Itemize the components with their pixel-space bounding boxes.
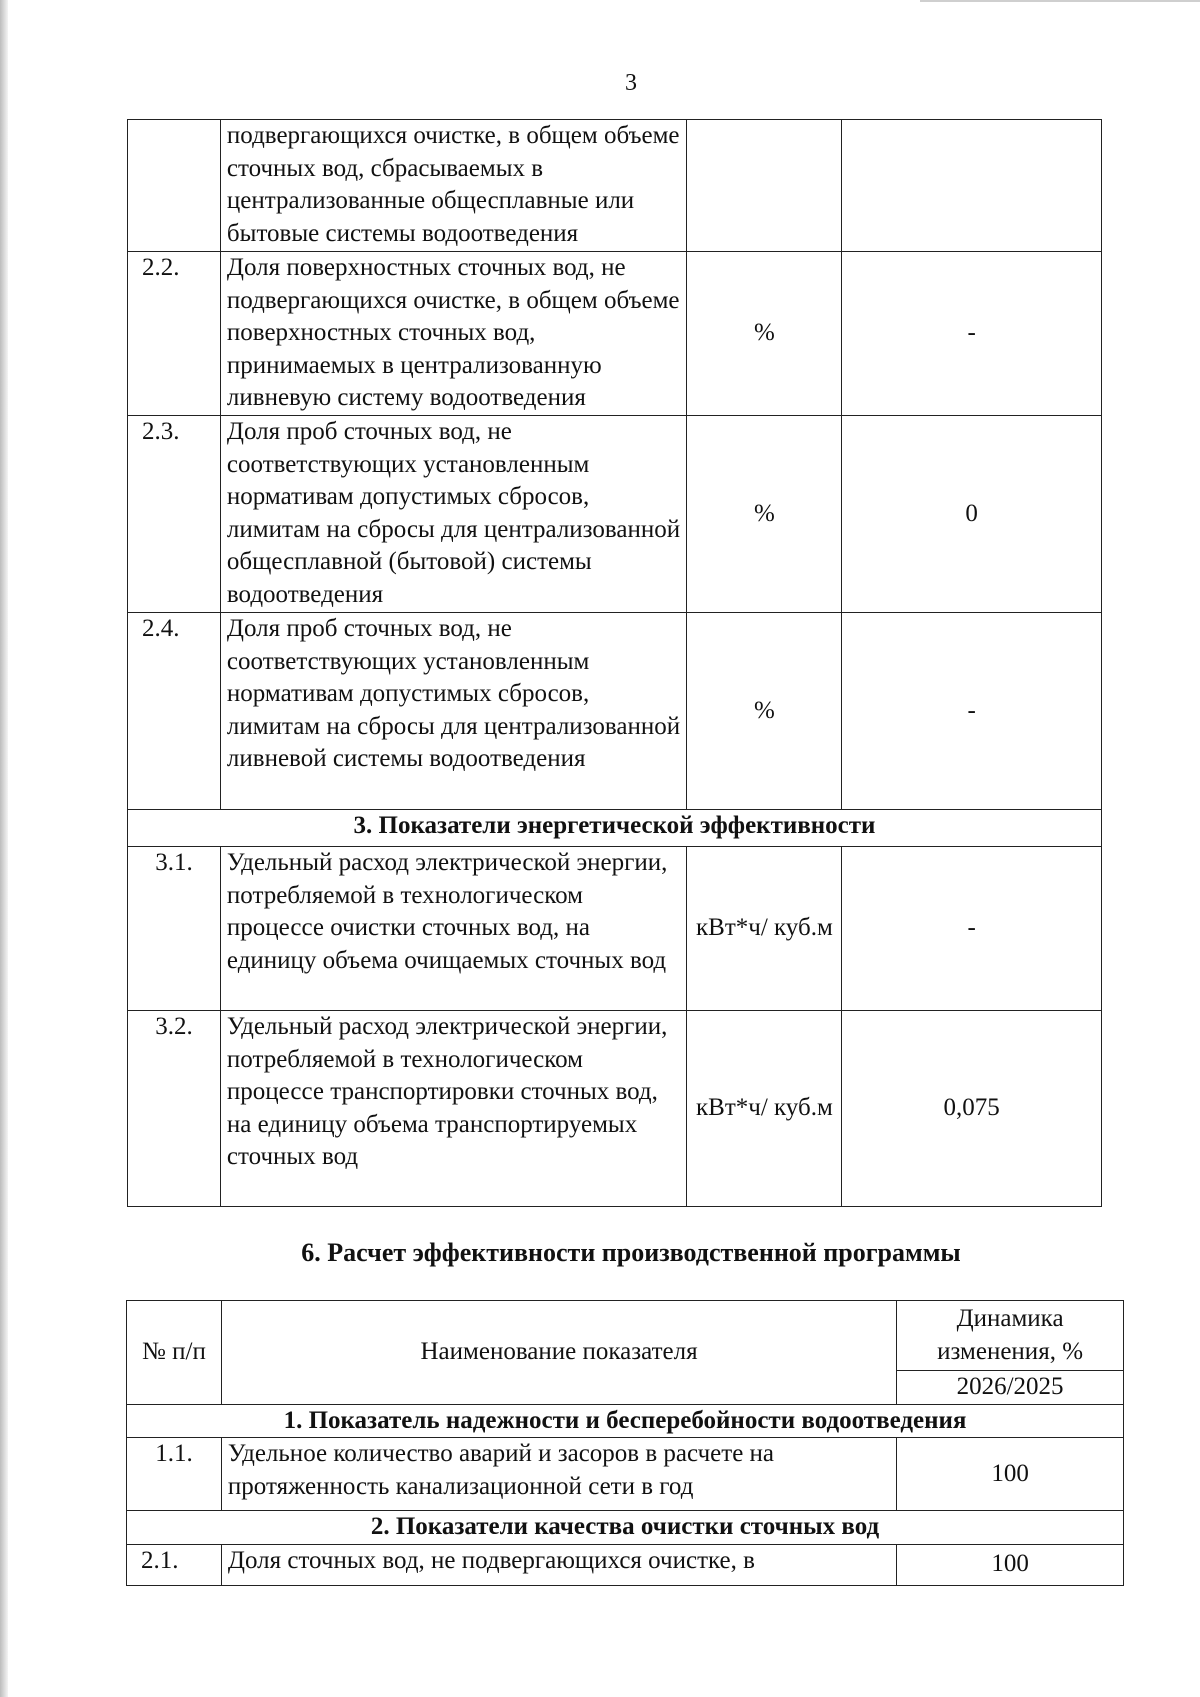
header-indicator-name: Наименование показателя — [221, 1301, 896, 1405]
header-number: № п/п — [127, 1301, 222, 1405]
indicator-name: Удельный расход электрической энергии, потребляемой в технологическом процессе очистки сточных вод, на единицу объема очищаемых сточных вод — [220, 847, 687, 1011]
value-cell — [842, 120, 1102, 252]
section-heading-energy: 3. Показатели энергетической эффективности — [128, 810, 1102, 847]
unit-cell: % — [687, 613, 842, 810]
table-row — [128, 120, 1102, 252]
unit-cell: % — [687, 252, 842, 416]
section-row — [127, 1404, 1124, 1438]
indicator-name: Удельный расход электрической энергии, потребляемой в технологическом процессе транспортировки сточных вод, на единицу объема транспортируемых сточных вод — [220, 1011, 687, 1207]
unit-cell — [687, 120, 842, 252]
scan-edge-shadow — [0, 0, 8, 1697]
indicator-name: Доля проб сточных вод, не соответствующих установленным нормативам допустимых сбросов, лимитам на сбросы для централизованной общесплавной (бытовой) системы водоотведения — [220, 416, 687, 613]
value-cell: 0,075 — [842, 1011, 1102, 1207]
table-row — [128, 847, 1102, 1011]
value-cell: 0 — [842, 416, 1102, 613]
table-row — [127, 1438, 1124, 1511]
indicator-name: Удельное количество аварий и засоров в расчете на протяженность канализационной сети в год — [221, 1438, 896, 1511]
indicators-table-continued — [127, 119, 1102, 1207]
value-cell: 100 — [897, 1544, 1124, 1585]
indicator-name: Доля поверхностных сточных вод, не подвергающихся очистке, в общем объеме поверхностных сточных вод, принимаемых в централизованную ливневую систему водоотведения — [220, 252, 687, 416]
table-row — [128, 613, 1102, 810]
section-6-title: 6. Расчет эффективности производственной программы — [301, 1238, 961, 1267]
table-row — [127, 1544, 1124, 1585]
row-number: 3.1. — [128, 847, 221, 1011]
section-row — [127, 1511, 1124, 1545]
row-number — [128, 120, 221, 252]
indicator-name: подвергающихся очистке, в общем объеме сточных вод, сбрасываемых в централизованные общесплавные или бытовые системы водоотведения — [220, 120, 687, 252]
row-number: 2.4. — [128, 613, 221, 810]
unit-cell: кВт*ч/ куб.м — [687, 1011, 842, 1207]
row-number: 3.2. — [128, 1011, 221, 1207]
value-cell: - — [842, 847, 1102, 1011]
row-number: 1.1. — [127, 1438, 222, 1511]
row-number: 2.3. — [128, 416, 221, 613]
value-cell: - — [842, 613, 1102, 810]
section-heading-quality: 2. Показатели качества очистки сточных вод — [127, 1511, 1124, 1545]
indicator-name: Доля проб сточных вод, не соответствующих установленным нормативам допустимых сбросов, лимитам на сбросы для централизованной ливневой системы водоотведения — [220, 613, 687, 810]
value-cell: 100 — [897, 1438, 1124, 1511]
header-dynamics: Динамика изменения, % — [897, 1301, 1124, 1371]
unit-cell: кВт*ч/ куб.м — [687, 847, 842, 1011]
value-cell: - — [842, 252, 1102, 416]
row-number: 2.2. — [128, 252, 221, 416]
table-row — [128, 1011, 1102, 1207]
efficiency-table — [126, 1300, 1124, 1586]
row-number: 2.1. — [127, 1544, 222, 1585]
header-row — [127, 1301, 1124, 1371]
page-number: 3 — [625, 70, 637, 96]
indicator-name: Доля сточных вод, не подвергающихся очистке, в — [221, 1544, 896, 1585]
scan-top-edge — [920, 0, 1200, 2]
table-row — [128, 416, 1102, 613]
section-heading-reliability: 1. Показатель надежности и бесперебойности водоотведения — [127, 1404, 1124, 1438]
section-row — [128, 810, 1102, 847]
header-period: 2026/2025 — [897, 1371, 1124, 1405]
table-row — [128, 252, 1102, 416]
unit-cell: % — [687, 416, 842, 613]
